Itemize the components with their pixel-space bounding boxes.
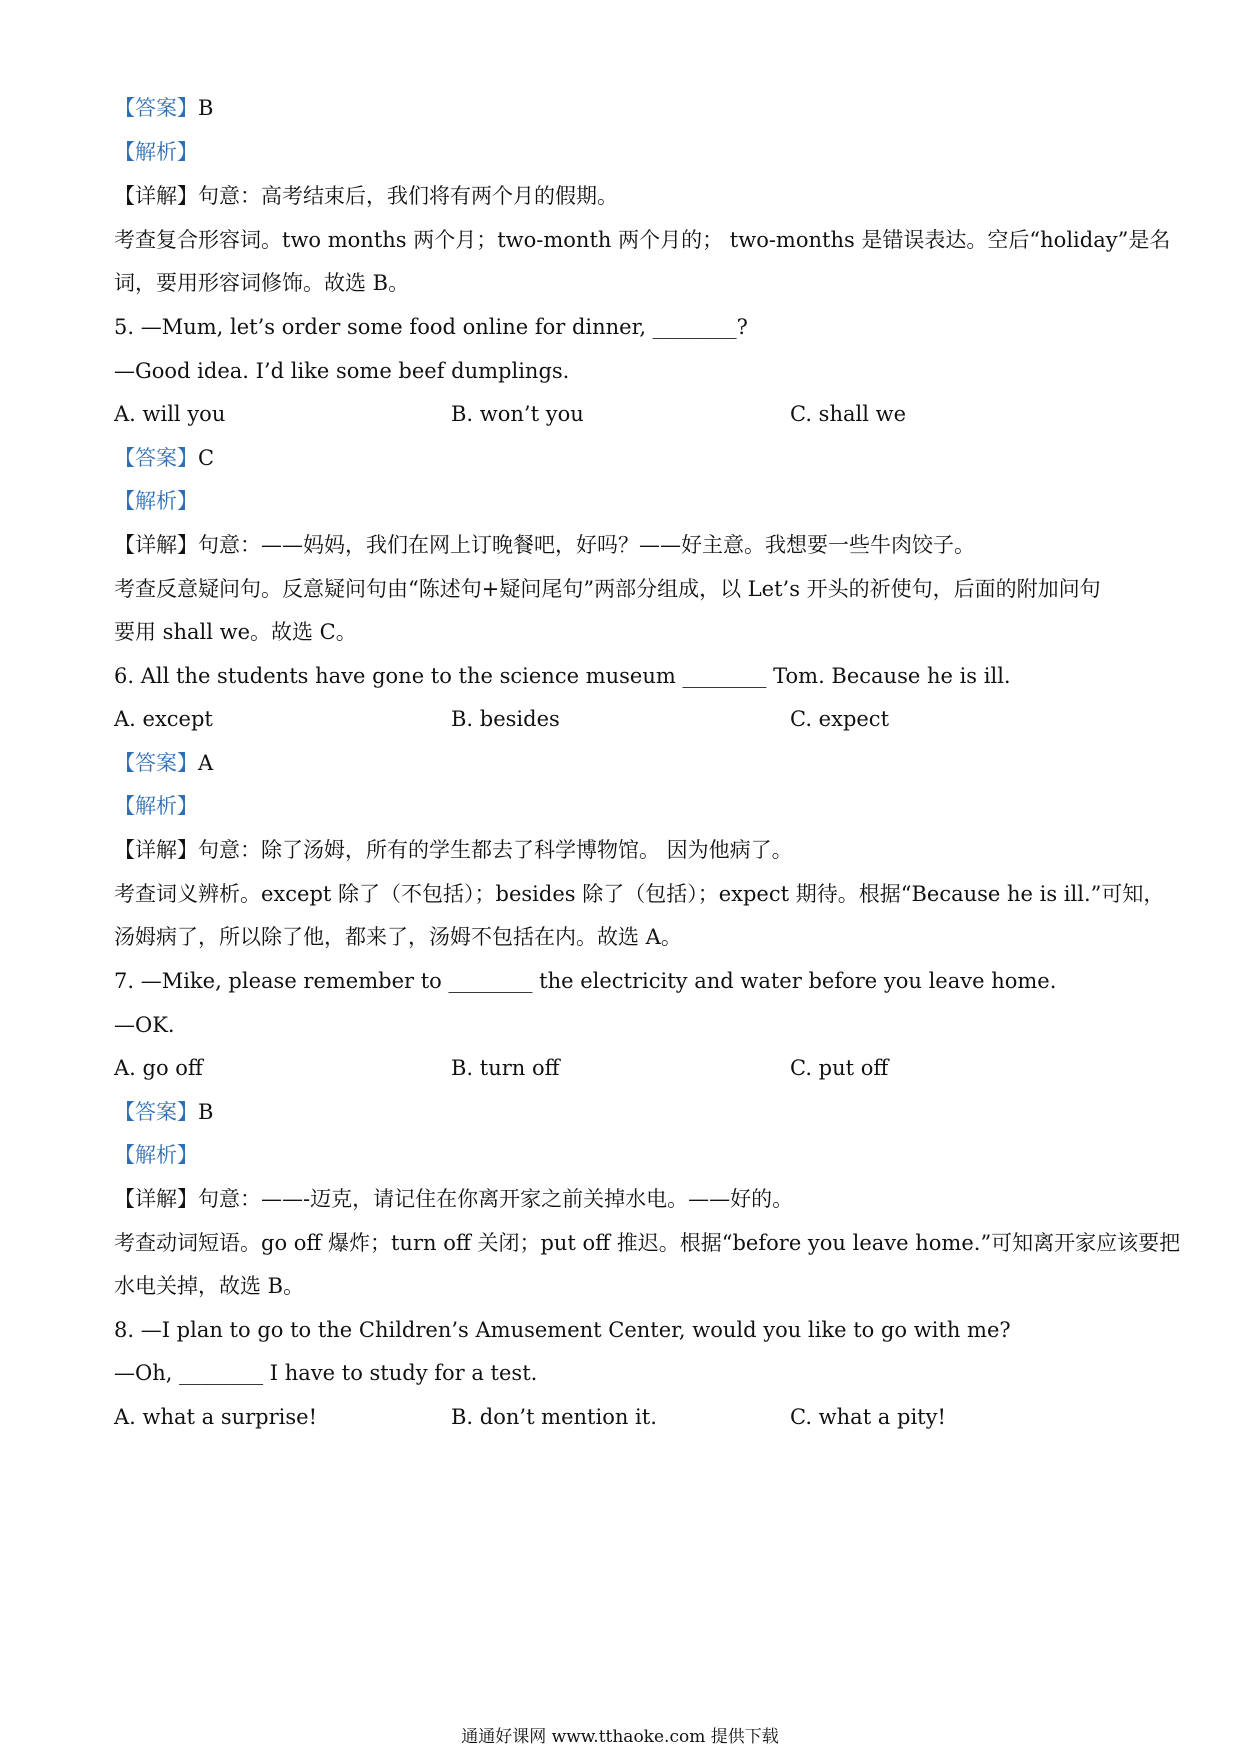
detail-line [114,181,1134,211]
option-c: C. what a pity! [790,1405,946,1429]
analysis-tag: 【解析】 [114,1143,198,1167]
option-a: A. go off [114,1056,203,1080]
detail-text: 句意：——-迈克，请记住在你离开家之前关掉水电。——好的。 [198,1187,794,1211]
option-b: B. besides [451,707,560,731]
detail-text: 句意：除了汤姆，所有的学生都去了科学博物馆。 因为他病了。 [198,838,793,862]
answer-tag: 【答案】 [114,96,198,120]
explanation-text: 水电关掉，故选 B。 [114,1274,305,1298]
option-a: A. will you [114,402,226,426]
question-stem: 8. —I plan to go to the Children’s Amusement Center, would you like to go with me? [114,1318,1011,1342]
answer-line [114,1097,1134,1127]
option-c: C. shall we [790,402,907,426]
detail-line [114,530,1134,560]
question-stem: 7. —Mike, please remember to ________ the electricity and water before you leave home. [114,969,1057,993]
detail-tag: 【详解】 [114,838,198,862]
answer-tag: 【答案】 [114,446,198,470]
option-c: C. expect [790,707,890,731]
explanation-text: 考查词义辨析。except 除了（不包括）；besides 除了（包括）；expect 期待。根据“Because he is ill.”可知， [114,882,1165,906]
analysis-heading [114,1140,1134,1170]
answer-tag: 【答案】 [114,1100,198,1124]
detail-text: 句意：——妈妈，我们在网上订晚餐吧，好吗？——好主意。我想要一些牛肉饺子。 [198,533,975,557]
explanation-text: 考查动词短语。go off 爆炸；turn off 关闭；put off 推迟。根据“before you leave home.”可知离开家应该要把 [114,1231,1181,1255]
answer-line [114,748,1134,778]
explanation-text: 考查反意疑问句。反意疑问句由“陈述句+疑问尾句”两部分组成，以 Let’s 开头的祈使句，后面的附加问句 [114,577,1101,601]
option-a: A. except [114,707,213,731]
answer-value: A [198,751,214,775]
option-a: A. what a surprise! [114,1405,318,1429]
explanation-text: 考查复合形容词。two months 两个月；two-month 两个月的； two-months 是错误表达。空后“holiday”是名 [114,228,1171,252]
option-b: B. won’t you [451,402,584,426]
detail-tag: 【详解】 [114,533,198,557]
answer-tag: 【答案】 [114,751,198,775]
detail-line [114,835,1134,865]
explanation-text: 要用 shall we。故选 C。 [114,620,357,644]
option-b: B. don’t mention it. [451,1405,657,1429]
answer-value: C [198,446,215,470]
explanation-text: 词，要用形容词修饰。故选 B。 [114,271,410,295]
detail-tag: 【详解】 [114,184,198,208]
analysis-heading [114,791,1134,821]
question-reply: —Oh, ________ I have to study for a test. [114,1361,538,1385]
question-stem: 5. —Mum, let’s order some food online for dinner, ________? [114,315,748,339]
question-reply: —OK. [114,1013,175,1037]
explanation-text: 汤姆病了，所以除了他，都来了，汤姆不包括在内。故选 A。 [114,925,682,949]
question-stem: 6. All the students have gone to the science museum ________ Tom. Because he is ill. [114,664,1011,688]
analysis-heading [114,137,1134,167]
analysis-heading [114,486,1134,516]
detail-text: 句意：高考结束后，我们将有两个月的假期。 [198,184,618,208]
answer-value: B [198,1100,214,1124]
analysis-tag: 【解析】 [114,794,198,818]
question-reply: —Good idea. I’d like some beef dumplings. [114,359,570,383]
page-footer: 通通好课网 www.tthaoke.com 提供下载 [461,1727,779,1747]
option-b: B. turn off [451,1056,560,1080]
answer-line [114,93,1134,123]
analysis-tag: 【解析】 [114,489,198,513]
answer-value: B [198,96,214,120]
analysis-tag: 【解析】 [114,140,198,164]
option-c: C. put off [790,1056,889,1080]
answer-line [114,443,1134,473]
detail-line [114,1184,1134,1214]
detail-tag: 【详解】 [114,1187,198,1211]
